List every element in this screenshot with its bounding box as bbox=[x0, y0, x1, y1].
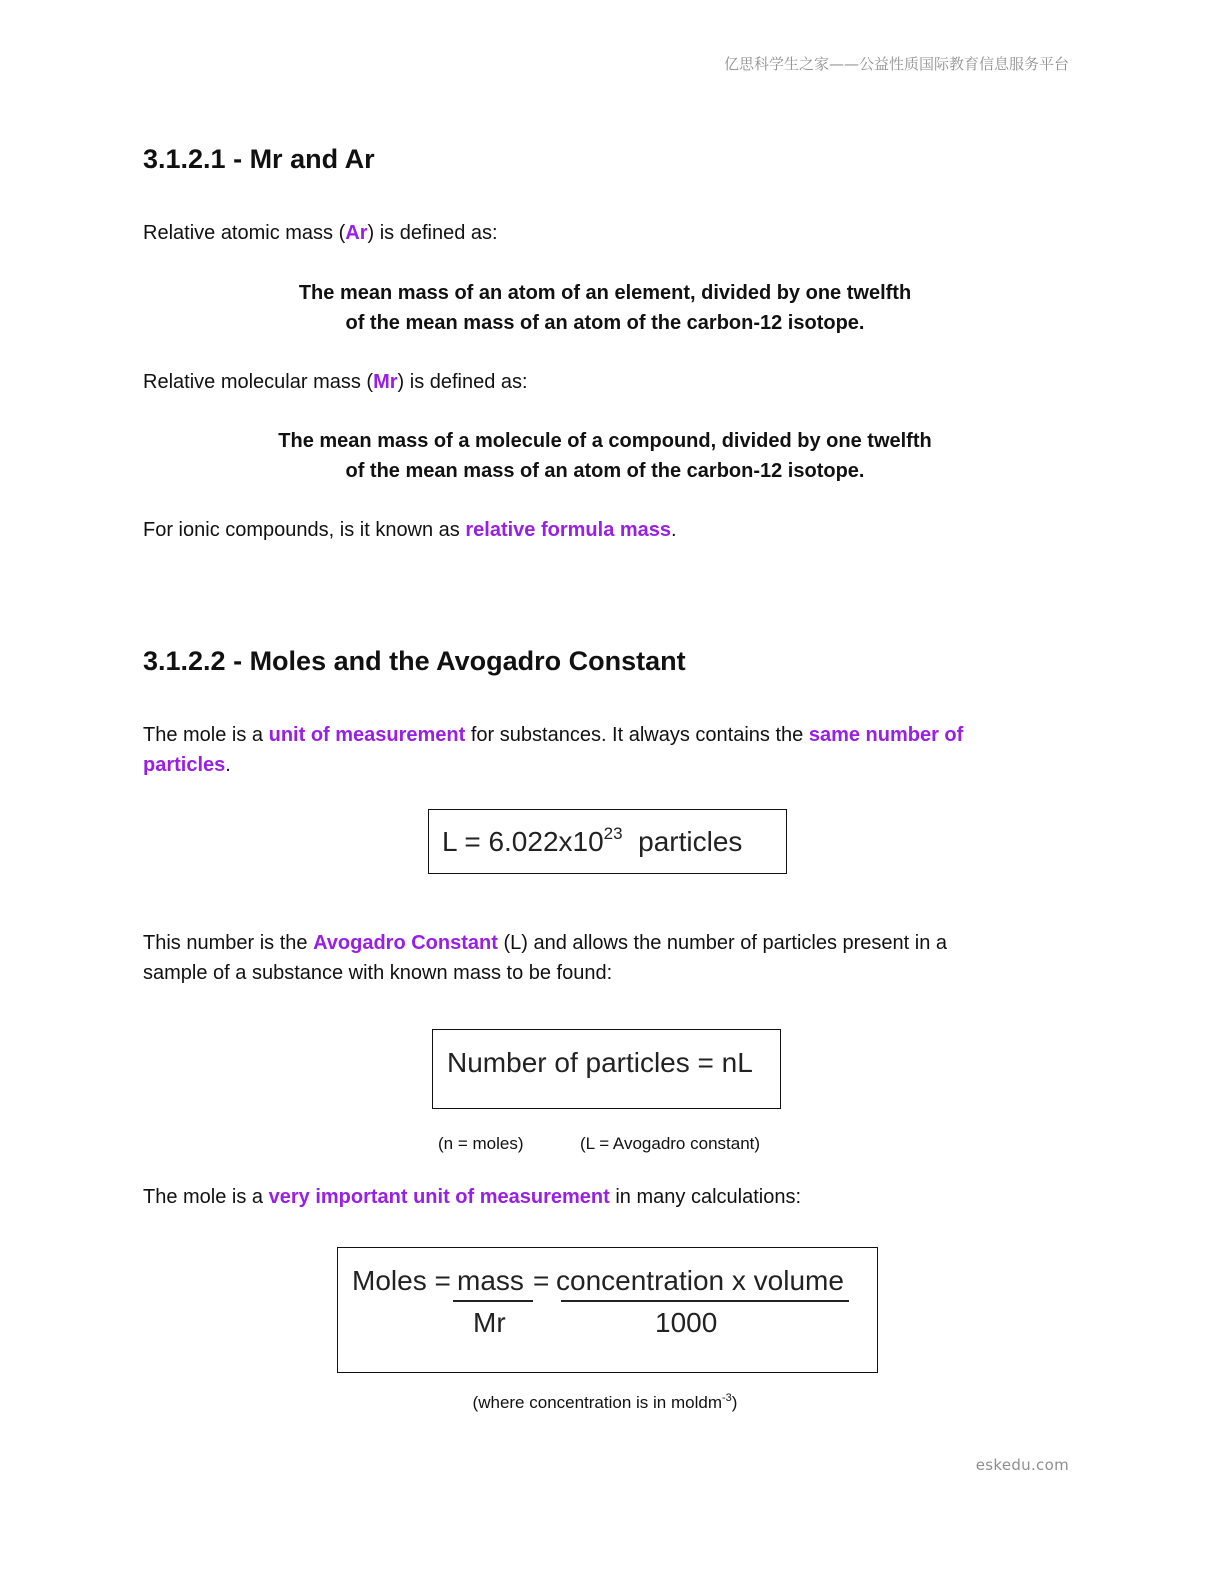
particles-equation: Number of particles = nL bbox=[447, 1047, 753, 1078]
conc-note-exponent: -3 bbox=[722, 1392, 732, 1404]
concentration-volume-label: concentration x volume bbox=[556, 1265, 844, 1296]
mr-intro bbox=[143, 367, 528, 397]
mass-fraction-line bbox=[453, 1300, 533, 1302]
ar-definition bbox=[0, 278, 1210, 338]
conc-note-after: ) bbox=[731, 1393, 738, 1412]
mr-definition-line2: of the mean mass of an atom of the carbon-12 isotope. bbox=[345, 460, 865, 482]
particles-box bbox=[432, 1029, 781, 1109]
mass-label: mass bbox=[457, 1265, 524, 1296]
avogadro-constant-highlight: Avogadro Constant bbox=[313, 932, 498, 954]
avogadro-unit: particles bbox=[638, 826, 743, 857]
unit-of-measurement-highlight: unit of measurement bbox=[268, 724, 466, 746]
avogadro-text-2: (L) and allows the number of particles present in a bbox=[497, 932, 948, 954]
mole-intro-text-1: The mole is a bbox=[143, 724, 269, 746]
mr-definition-line1: The mean mass of a molecule of a compound, divided by one twelfth bbox=[278, 430, 932, 452]
ar-highlight: Ar bbox=[345, 222, 368, 244]
footer-site-text: eskedu.com bbox=[975, 1456, 1069, 1474]
avogadro-text-line2: sample of a substance with known mass to be found: bbox=[143, 962, 613, 984]
concentration-note bbox=[0, 1393, 1210, 1413]
mole-intro bbox=[143, 720, 1083, 780]
mr-intro-after: ) is defined as: bbox=[397, 371, 528, 393]
header-site-text: 亿思科学生之家——公益性质国际教育信息服务平台 bbox=[723, 55, 1069, 73]
important-text-1: The mole is a bbox=[143, 1186, 269, 1208]
avogadro-base: L = 6.022x10 bbox=[442, 826, 604, 857]
important-paragraph bbox=[143, 1182, 801, 1212]
ionic-before: For ionic compounds, is it known as bbox=[143, 519, 466, 541]
thousand-denominator: 1000 bbox=[655, 1307, 718, 1338]
mr-highlight: Mr bbox=[373, 371, 398, 393]
avogadro-text-1: This number is the bbox=[143, 932, 314, 954]
ar-definition-line2: of the mean mass of an atom of the carbon-12 isotope. bbox=[345, 312, 865, 334]
ar-intro bbox=[143, 218, 498, 248]
particles-highlight: particles bbox=[143, 754, 226, 776]
mr-denominator: Mr bbox=[473, 1307, 506, 1338]
ar-definition-line1: The mean mass of an atom of an element, divided by one twelfth bbox=[298, 282, 912, 304]
avogadro-equation bbox=[442, 826, 742, 858]
avogadro-exponent: 23 bbox=[603, 824, 623, 843]
avogadro-box bbox=[428, 809, 787, 874]
equals-sign: = bbox=[533, 1265, 550, 1296]
section-2-title: 3.1.2.2 - Moles and the Avogadro Constant bbox=[143, 646, 686, 676]
ar-intro-after: ) is defined as: bbox=[367, 222, 498, 244]
moles-label: Moles = bbox=[352, 1265, 451, 1296]
concentration-fraction-line bbox=[561, 1300, 849, 1302]
l-avogadro-note: (L = Avogadro constant) bbox=[580, 1134, 761, 1153]
important-text-2: in many calculations: bbox=[609, 1186, 801, 1208]
moles-box bbox=[337, 1247, 878, 1373]
mr-intro-before: Relative molecular mass ( bbox=[143, 371, 374, 393]
mr-definition bbox=[0, 426, 1210, 486]
avogadro-paragraph bbox=[143, 928, 1083, 988]
ionic-after: . bbox=[671, 519, 677, 541]
n-moles-note: (n = moles) bbox=[438, 1134, 524, 1153]
ionic-paragraph bbox=[143, 515, 677, 545]
section-1-title: 3.1.2.1 - Mr and Ar bbox=[143, 144, 375, 174]
conc-note-before: (where concentration is in moldm bbox=[472, 1393, 722, 1412]
same-number-of-highlight: same number of bbox=[808, 724, 964, 746]
ar-intro-before: Relative atomic mass ( bbox=[143, 222, 346, 244]
very-important-highlight: very important unit of measurement bbox=[268, 1186, 610, 1208]
relative-formula-mass-highlight: relative formula mass bbox=[465, 519, 672, 541]
mole-intro-text-2: for substances. It always contains the bbox=[465, 724, 809, 746]
mole-intro-text-3: . bbox=[225, 754, 231, 776]
